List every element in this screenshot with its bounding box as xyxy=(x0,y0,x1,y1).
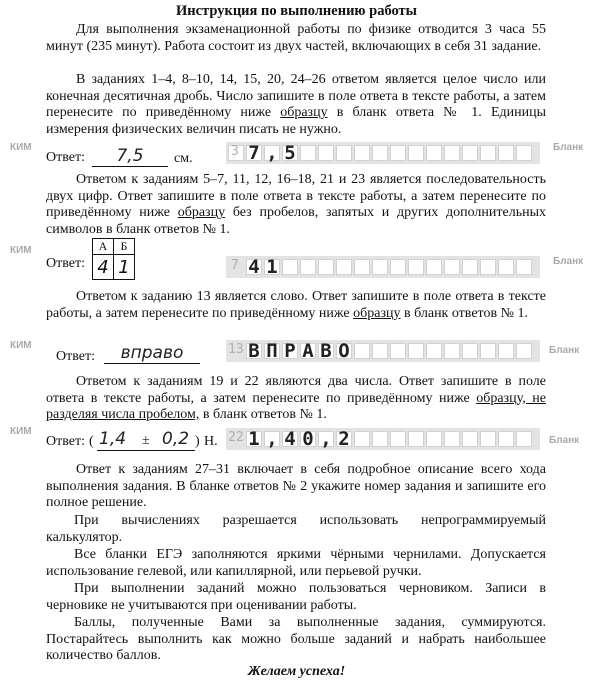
kim-label: КИМ xyxy=(10,245,32,256)
answer-label: Ответ: xyxy=(46,434,85,449)
form-char: , xyxy=(266,428,278,450)
form-char: 7 xyxy=(248,142,260,164)
handwritten-error: 0,2 xyxy=(162,429,190,449)
form-char: 4 xyxy=(248,256,260,278)
paragraph-scoring: Баллы, полученные Вами за выполненные задания, суммируются. Постарайтесь выполнить как можно больше заданий и набрать наибольшее количество баллов. xyxy=(46,615,546,664)
sample-link: образцу xyxy=(177,205,226,221)
task-number: 22 xyxy=(228,430,244,445)
answer-label: Ответ: xyxy=(46,256,85,271)
form-char: , xyxy=(320,428,332,450)
paragraph-ink: Все бланки ЕГЭ заполняются яркими чёрными чернилами. Допускается использование гелевой, или капиллярной, или перьевой ручки. xyxy=(46,547,546,579)
answer-table xyxy=(92,238,135,280)
answer-label: Ответ: xyxy=(56,349,95,364)
blank-label: Бланк xyxy=(553,256,584,267)
paragraph-draft: При выполнении заданий можно пользоваться черновиком. Записи в черновике не учитываются при оценивании работы. xyxy=(46,581,546,613)
form-char: 4 xyxy=(284,428,296,450)
form-char: , xyxy=(266,142,278,164)
plus-minus-sign: ± xyxy=(142,433,150,448)
handwritten-answer: вправо xyxy=(104,343,200,364)
answer-form-row xyxy=(226,256,540,278)
sample-link: образцу, не разделяя числа пробелом, xyxy=(46,390,546,423)
paragraph-duration: Для выполнения экзаменационной работы по физике отводится 3 часа 55 минут (235 минут). Работа состоит из двух частей, включающих в себя 31 задание. xyxy=(46,22,546,54)
handwritten-answer: 7,5 xyxy=(92,146,168,167)
column-a-header: А xyxy=(93,239,114,255)
answer-unit: см. xyxy=(174,151,193,166)
column-a-value: 4 xyxy=(93,255,114,280)
column-b-header: Б xyxy=(114,239,135,255)
task-number: 7 xyxy=(231,258,239,273)
form-char: В xyxy=(248,340,260,362)
paragraph-numeric-answers: В заданиях 1–4, 8–10, 14, 15, 20, 24–26 ответом является целое число или конечная десятичная дробь. Число запишите в поле ответа в тексте работы, а затем перенесите по приведённому ниже образцу в бланк ответа № 1. Единицы измерения физических величин писать не нужно. xyxy=(46,72,546,137)
page-title: Инструкция по выполнению работы xyxy=(175,3,418,19)
task-number: 3 xyxy=(231,144,239,159)
kim-label: КИМ xyxy=(10,142,32,153)
paragraph-calculator: При вычислениях разрешается использовать непрограммируемый калькулятор. xyxy=(46,513,546,545)
good-luck-text: Желаем успеха! xyxy=(247,664,346,679)
form-char: В xyxy=(320,340,332,362)
column-b-value: 1 xyxy=(114,255,135,280)
paragraph-word-answer: Ответом к заданию 13 является слово. Ответ запишите в поле ответа в тексте работы, а затем перенесите по приведённому ниже образцу в бланк ответов № 1. xyxy=(46,289,546,321)
form-char: 0 xyxy=(302,428,314,450)
answer-form-row xyxy=(226,340,540,362)
form-char: 1 xyxy=(266,256,278,278)
form-char: 2 xyxy=(338,428,350,450)
blank-label: Бланк xyxy=(549,435,580,446)
sample-link: образцу xyxy=(280,105,328,121)
paragraph-detailed-answers: Ответ к заданиям 27–31 включает в себя подробное описание всего хода выполнения задания. В бланке ответов № 2 укажите номер задания и запишите его полное решение. xyxy=(46,462,546,511)
paragraph-sequence-answers: Ответом к заданиям 5–7, 11, 12, 16–18, 21 и 23 является последовательность двух цифр. Ответ запишите в поле ответа в тексте работы, а затем перенесите по приведённому ниже образцу без пробелов, запятых и других дополнительных символов в бланк ответов № 1. xyxy=(46,172,546,237)
form-char: А xyxy=(302,340,314,362)
kim-label: КИМ xyxy=(10,340,32,351)
paragraph-two-numbers: Ответом к заданиям 19 и 22 являются два числа. Ответ запишите в поле ответа в тексте работы, а затем перенесите по приведённому ниже образцу, не разделяя числа пробелом, в бланк ответов № 1. xyxy=(46,374,546,423)
form-char: П xyxy=(266,340,278,362)
blank-label: Бланк xyxy=(549,345,580,356)
open-paren: ( xyxy=(89,434,94,449)
answer-form-row xyxy=(226,142,540,164)
form-char: 1 xyxy=(248,428,260,450)
sample-link: образцу xyxy=(353,305,401,321)
answer-unit: Н. xyxy=(204,434,218,449)
form-char: Р xyxy=(284,340,296,362)
form-char: 5 xyxy=(284,142,296,164)
close-paren: ) xyxy=(195,434,200,449)
task-number: 13 xyxy=(228,342,244,357)
form-char: О xyxy=(338,340,350,362)
answer-form-row xyxy=(226,428,540,450)
handwritten-value: 1,4 xyxy=(99,429,127,449)
kim-label: КИМ xyxy=(10,426,32,437)
blank-label: Бланк xyxy=(553,142,584,153)
answer-label: Ответ: xyxy=(46,150,85,165)
